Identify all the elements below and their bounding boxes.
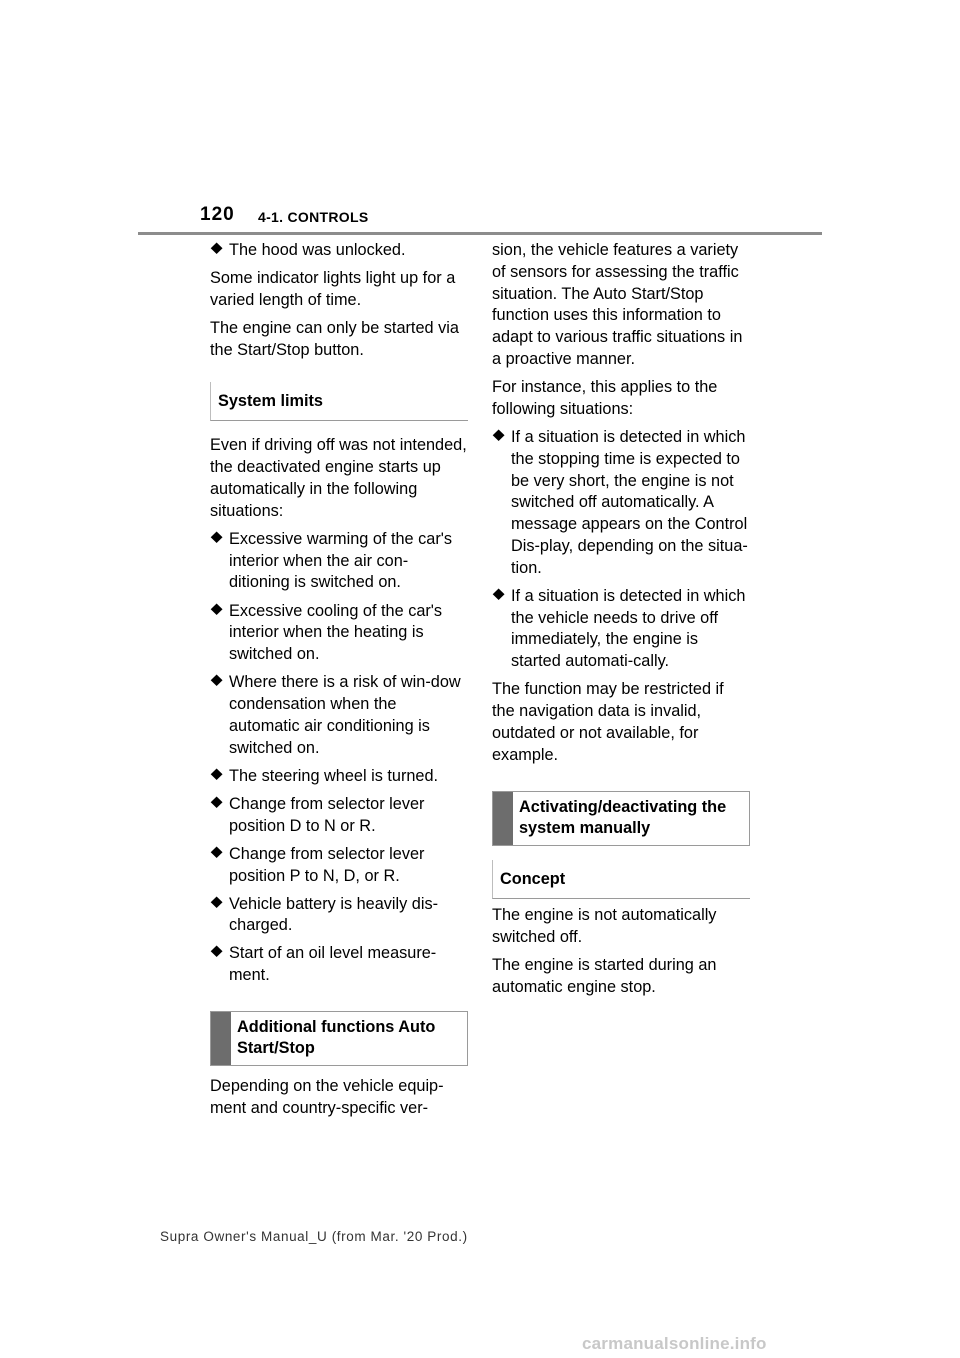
bullet-text: Excessive cooling of the car's interior when the heating is switched on. xyxy=(229,601,443,664)
bullet-diamond-icon: ⯁ xyxy=(210,601,224,620)
subheading-system-limits: System limits xyxy=(210,382,468,422)
bullet-text: Excessive warming of the car's interior when the air con-ditioning is switched on. xyxy=(229,529,452,592)
paragraph: Even if driving off was not intended, the deactivated engine starts up automatically in the following situations: xyxy=(210,436,467,520)
paragraph: The engine is started during an automatic engine stop. xyxy=(492,956,717,996)
subheading-activating-deactivating xyxy=(492,791,750,846)
subheading-text: Additional functions Auto Start/Stop xyxy=(237,1018,436,1058)
bullet-text: Start of an oil level measure-ment. xyxy=(229,944,437,985)
bullet-diamond-icon: ⯁ xyxy=(210,794,224,813)
page-number: 120 xyxy=(200,204,235,225)
bullet-item xyxy=(492,586,750,673)
bullet-item xyxy=(210,794,468,838)
paragraph: The function may be restricted if the navigation data is invalid, outdated or not available, for example. xyxy=(492,680,724,764)
bullet-item xyxy=(210,672,468,759)
bullet-diamond-icon: ⯁ xyxy=(210,894,224,913)
paragraph: The engine is not automatically switched off. xyxy=(492,906,717,947)
watermark: carmanualsonline.info xyxy=(582,1334,767,1353)
bullet-text: If a situation is detected in which the vehicle needs to drive off immediately, the engine is started automati-cally. xyxy=(511,586,746,671)
paragraph: For instance, this applies to the following situations: xyxy=(492,378,718,418)
subheading-concept: Concept xyxy=(492,860,750,900)
page-header xyxy=(200,204,822,234)
bullet-item xyxy=(492,427,750,580)
bullet-diamond-icon: ⯁ xyxy=(492,586,506,605)
left-column xyxy=(210,240,468,1126)
bullet-diamond-icon: ⯁ xyxy=(210,673,224,692)
bullet-text: Where there is a risk of win-dow condensation when the automatic air conditioning is switched on. xyxy=(229,673,461,757)
paragraph: Some indicator lights light up for a varied length of time. xyxy=(210,269,456,309)
bullet-text: Change from selector lever position P to N, D, or R. xyxy=(229,844,425,885)
bullet-item xyxy=(210,240,468,262)
bullet-text: If a situation is detected in which the stopping time is expected to be very short, the engine is not switched off automatically. A message appears on the Control Dis-play, depending on the situa-tion. xyxy=(511,427,748,577)
bullet-item xyxy=(210,894,468,938)
bullet-text: The hood was unlocked. xyxy=(229,241,406,259)
subheading-bar xyxy=(211,1012,231,1065)
footer-text: Supra Owner's Manual_U (from Mar. '20 Prod.) xyxy=(160,1229,468,1244)
paragraph: Depending on the vehicle equip-ment and country-specific ver- xyxy=(210,1077,444,1117)
bullet-diamond-icon: ⯁ xyxy=(492,427,506,446)
bullet-diamond-icon: ⯁ xyxy=(210,944,224,963)
bullet-diamond-icon: ⯁ xyxy=(210,844,224,863)
paragraph: sion, the vehicle features a variety of sensors for assessing the traffic situation. The Auto Start/Stop function uses this information to adapt to various traffic situations in a proactive manner. xyxy=(492,241,743,368)
bullet-text: Vehicle battery is heavily dis-charged. xyxy=(229,894,439,935)
bullet-item xyxy=(210,601,468,666)
bullet-item xyxy=(210,844,468,888)
subheading-text: Activating/deactivating the system manually xyxy=(519,797,727,837)
bullet-item xyxy=(210,529,468,594)
subheading-additional-functions xyxy=(210,1011,468,1066)
bullet-diamond-icon: ⯁ xyxy=(210,766,224,785)
bullet-text: Change from selector lever position D to N or R. xyxy=(229,794,425,835)
bullet-diamond-icon: ⯁ xyxy=(210,241,224,259)
bullet-text: The steering wheel is turned. xyxy=(229,766,439,785)
header-rule xyxy=(138,232,822,235)
section-title: 4-1. CONTROLS xyxy=(258,209,369,225)
paragraph: The engine can only be started via the Start/Stop button. xyxy=(210,318,459,359)
bullet-diamond-icon: ⯁ xyxy=(210,529,224,548)
right-column xyxy=(492,240,750,1005)
bullet-item xyxy=(210,943,468,987)
subheading-bar xyxy=(493,792,513,845)
bullet-item xyxy=(210,766,468,788)
